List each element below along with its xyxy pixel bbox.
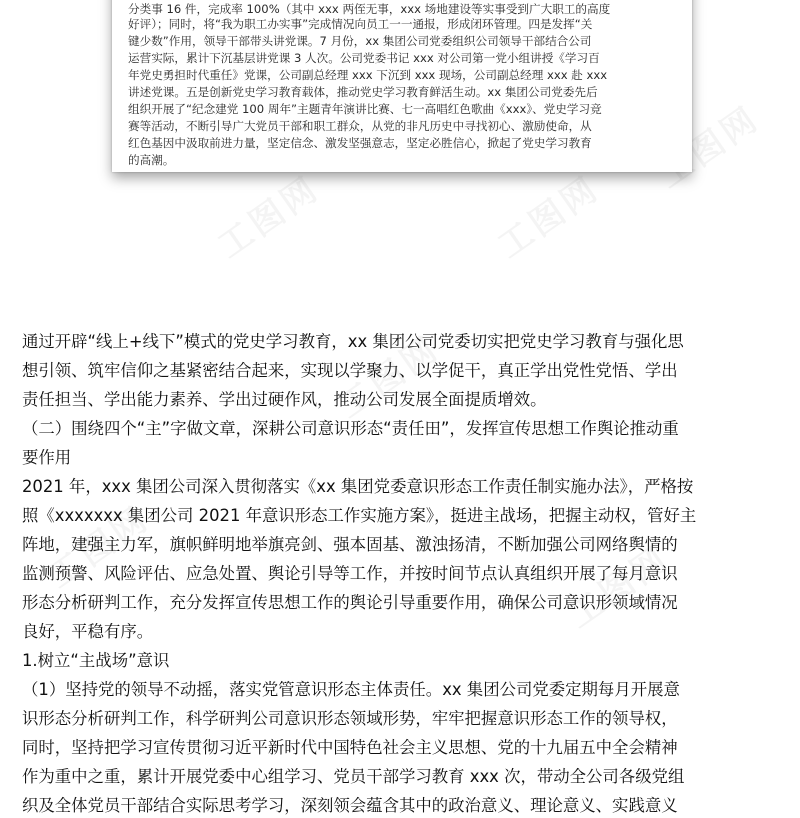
preview-text-line: 年党史勇担时代重任》党课，公司副总经理 xxx 下沉到 xxx 现场，公司副总经理 xxx 赴 xxx	[128, 68, 608, 82]
paragraph-line: 想引领、筑牢信仰之基紧密结合起来，实现以学聚力、以学促干，真正学出党性党悟、学出	[22, 361, 678, 380]
paragraph-line: 责任担当、学出能力素养、学出过硬作风，推动公司发展全面提质增效。	[22, 390, 547, 409]
preview-text-line: 运营实际，累计下沉基层讲党课 3 人次。公司党委书记 xxx 对公司第一党小组讲授《学习百	[128, 51, 600, 65]
watermark	[206, 162, 327, 268]
preview-text-line: 键少数”作用，领导干部带头讲党课。7 月份，xx 集团公司党委组织公司领导干部结合公司	[128, 34, 592, 48]
section-heading: 要作用	[22, 448, 72, 467]
paragraph-line: 照《xxxxxxx 集团公司 2021 年意识形态工作实施方案》，挺进主战场，把握主动权，管好主	[22, 506, 697, 525]
paragraph-line: 同时，坚持把学习宣传贯彻习近平新时代中国特色社会主义思想、党的十九届五中全会精神	[22, 738, 678, 757]
document-preview-card	[112, 0, 692, 172]
paragraph-line: 织及全体党员干部结合实际思考学习，深刻领会蕴含其中的政治意义、理论意义、实践意义	[22, 796, 678, 815]
paragraph-line: 2021 年，xxx 集团公司深入贯彻落实《xx 集团党委意识形态工作责任制实施办法》，严格按	[22, 477, 694, 496]
preview-text-line: 分类事 16 件，完成率 100%（其中 xxx 两侄无事，xxx 场地建设等实事受到广大职工的高度	[128, 2, 611, 16]
paragraph-line: 形态分析研判工作，充分发挥宣传思想工作的舆论引导重要作用，确保公司意识形领域情况	[22, 593, 678, 612]
preview-text-line: 的高潮。	[128, 153, 175, 167]
preview-text-line: 组织开展了“纪念建党 100 周年”主题青年演讲比赛、七一高唱红色歌曲《xxx》、党史学习竞	[128, 102, 602, 116]
paragraph-line: 阵地，建强主力军，旗帜鲜明地举旗亮剑、强本固基、激浊扬清，不断加强公司网络舆情的	[22, 535, 678, 554]
section-heading: （二）围绕四个“主”字做文章，深耕公司意识形态“责任田”，发挥宣传思想工作舆论推动重	[22, 419, 679, 438]
paragraph-line: 良好，平稳有序。	[22, 622, 154, 641]
preview-text-line: 好评）；同时，将“我为职工办实事”完成情况向员工一一通报，形成闭环管理。四是发挥“关	[128, 17, 593, 31]
paragraph-line: （1）坚持党的领导不动摇，落实党管意识形态主体责任。xx 集团公司党委定期每月开展意	[22, 680, 680, 699]
preview-text-line: 红色基因中汲取前进力量，坚定信念、激发坚强意志，坚定必胜信心，掀起了党史学习教育	[128, 136, 592, 150]
preview-text-line: 讲述党课。五是创新党史学习教育载体，推动党史学习教育鲜活生动。xx 集团公司党委先后	[128, 85, 598, 99]
preview-area	[0, 0, 800, 300]
paragraph-line: 通过开辟“线上+线下”模式的党史学习教育，xx 集团公司党委切实把党史学习教育与强化思	[22, 332, 684, 351]
paragraph-line: 作为重中之重，累计开展党委中心组学习、党员干部学习教育 xxx 次，带动全公司各级党组	[22, 767, 685, 786]
watermark	[486, 162, 607, 268]
paragraph-line: 识形态分析研判工作，科学研判公司意识形态领域形势，牢牢把握意识形态工作的领导权，	[22, 709, 678, 728]
paragraph-line: 监测预警、风险评估、应急处置、舆论引导等工作，并按时间节点认真组织开展了每月意识	[22, 564, 678, 583]
preview-text-line: 赛等活动，不断引导广大党员干部和职工群众，从党的非凡历史中寻找初心、激励使命，从	[128, 119, 592, 133]
subsection-heading: 1.树立“主战场”意识	[22, 651, 170, 670]
